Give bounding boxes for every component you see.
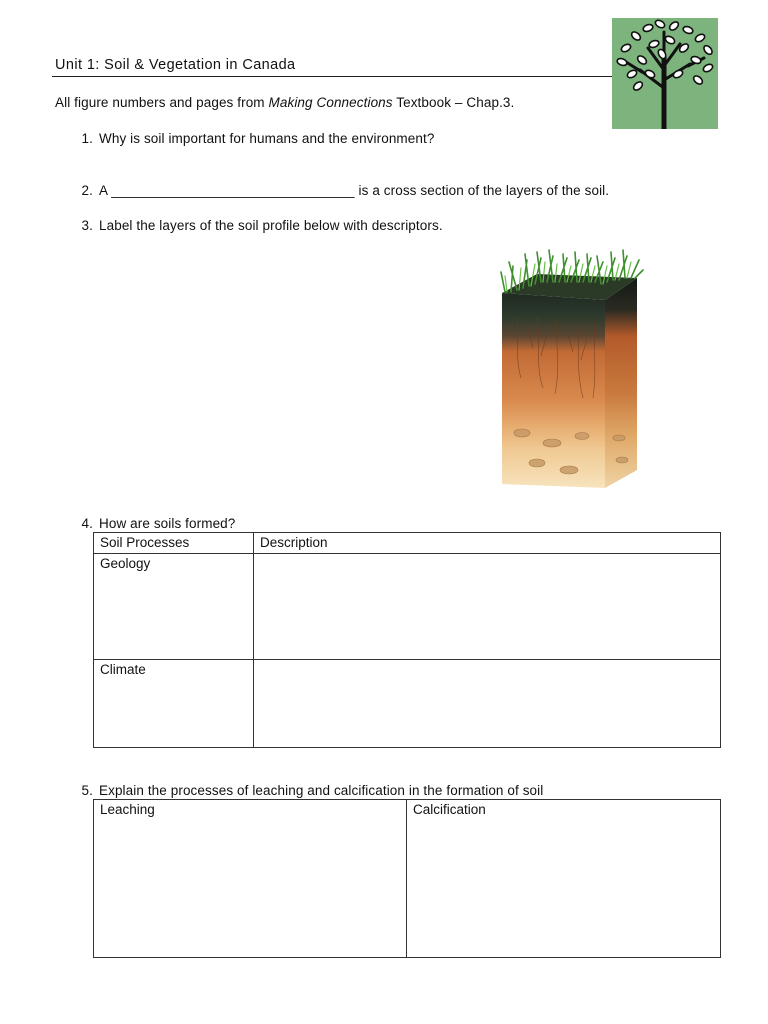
question-number: 1. [81,131,93,146]
description-cell[interactable] [254,660,721,748]
table-header-row [94,533,721,554]
question-number: 3. [81,218,93,233]
question-number: 2. [81,183,93,198]
process-label: Climate [94,660,254,748]
column-header: Description [254,533,721,554]
intro-line [55,95,514,110]
title-divider [52,76,614,77]
leaching-calcification-table [93,799,721,958]
table-row [94,800,721,958]
column-header: Soil Processes [94,533,254,554]
description-cell[interactable] [254,554,721,660]
tree-icon [612,18,718,129]
intro-suffix: Textbook – Chap.3. [392,95,515,110]
leaching-cell[interactable]: Leaching [94,800,407,958]
question-number: 4. [81,516,93,531]
question-text: How are soils formed? [99,516,236,531]
textbook-title: Making Connections [268,95,393,110]
question-text: Why is soil important for humans and the environment? [99,131,435,146]
question-text: A ________________________________ is a cross section of the layers of the soil. [99,183,610,198]
soil-profile-illustration [497,248,645,493]
question-text: Explain the processes of leaching and calcification in the formation of soil [99,783,544,798]
intro-prefix: All figure numbers and pages from [55,95,269,110]
process-label: Geology [94,554,254,660]
calcification-cell[interactable]: Calcification [407,800,721,958]
table-row [94,554,721,660]
page-title: Unit 1: Soil & Vegetation in Canada [55,57,296,73]
table-row [94,660,721,748]
soil-formation-table [93,532,721,748]
question-text: Label the layers of the soil profile below with descriptors. [99,218,443,233]
question-number: 5. [81,783,93,798]
